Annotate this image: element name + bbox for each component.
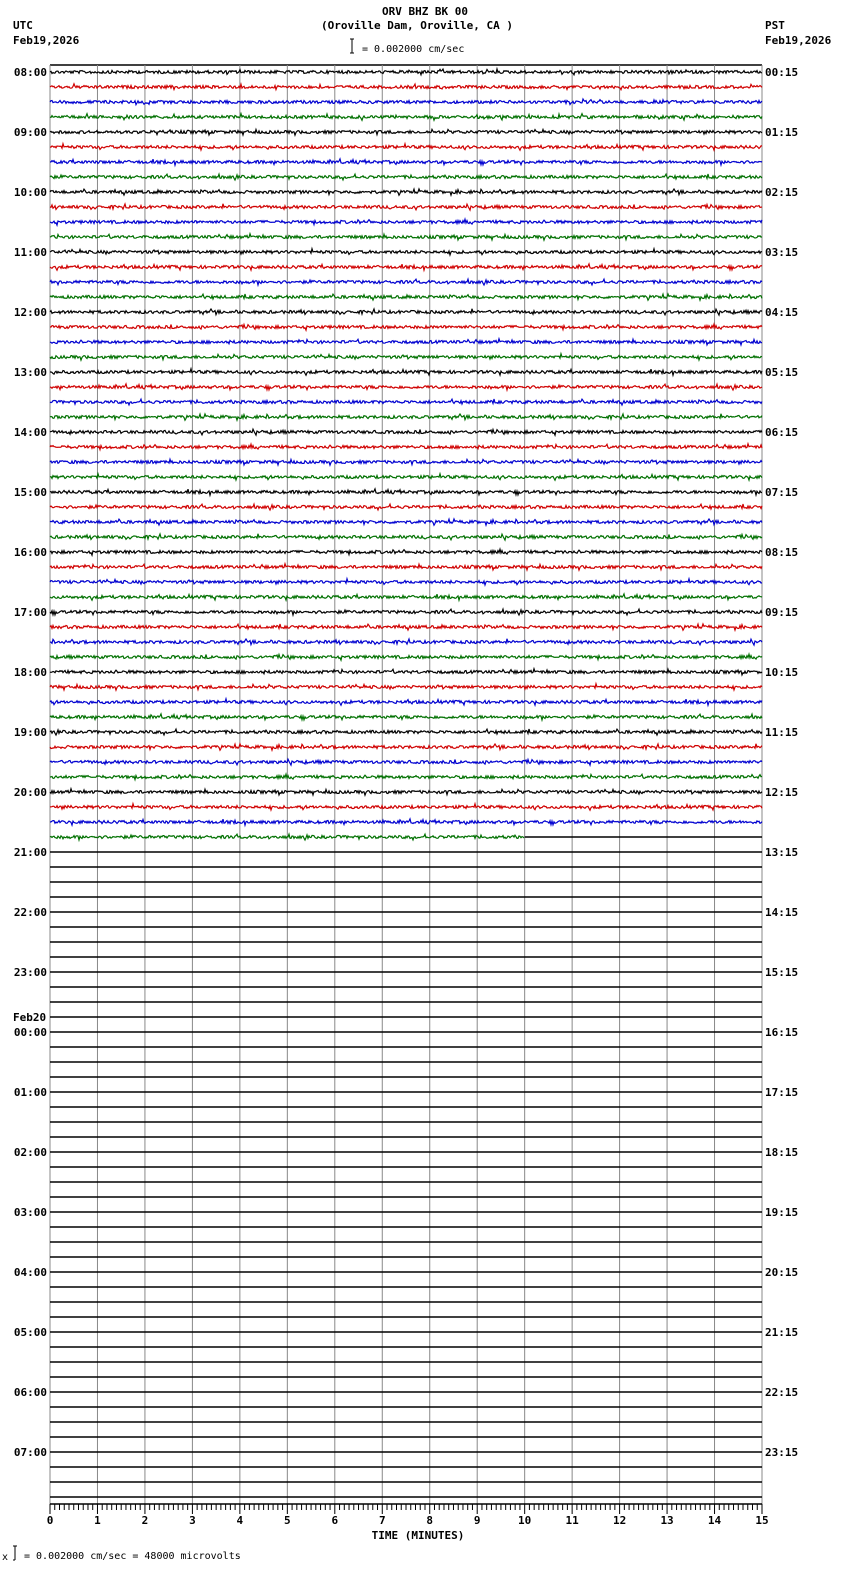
utc-hour-label: 15:00 (13, 486, 47, 499)
x-tick-label: 1 (94, 1514, 101, 1527)
seismic-trace (50, 699, 762, 705)
pst-hour-label: 09:15 (765, 606, 799, 619)
pst-hour-label: 11:15 (765, 726, 799, 739)
utc-hour-label: 04:00 (13, 1266, 47, 1279)
seismic-trace (50, 309, 762, 315)
x-tick-label: 10 (518, 1514, 532, 1527)
pst-hour-label: 14:15 (765, 906, 799, 919)
seismic-trace (50, 819, 762, 825)
x-tick-label: 0 (46, 1514, 54, 1527)
seismic-trace (50, 759, 762, 765)
seismic-trace (50, 159, 762, 165)
x-tick-label: 14 (707, 1514, 722, 1527)
pst-hour-label: 20:15 (765, 1266, 799, 1279)
pst-hour-label: 04:15 (765, 306, 799, 319)
seismic-trace (50, 189, 762, 195)
x-tick-label: 3 (189, 1514, 196, 1527)
utc-hour-label: 16:00 (13, 546, 47, 559)
seismic-trace (50, 774, 762, 779)
pst-hour-label: 13:15 (765, 846, 799, 859)
x-tick-label: 15 (755, 1514, 769, 1527)
footer-scale-note: = 0.002000 cm/sec = 48000 microvolts (24, 1551, 241, 1562)
seismic-trace (50, 369, 762, 375)
seismic-trace (50, 684, 762, 690)
seismic-trace (50, 429, 762, 435)
utc-hour-label: 17:00 (13, 606, 47, 619)
seismic-trace (50, 789, 762, 795)
utc-hour-label: 19:00 (13, 726, 47, 739)
seismic-trace (50, 489, 762, 495)
seismic-trace (50, 504, 762, 510)
utc-hour-label: 13:00 (13, 366, 47, 379)
right-timezone: PST (765, 19, 785, 32)
seismic-trace (50, 339, 762, 345)
seismic-trace (50, 384, 762, 390)
x-tick-label: 6 (331, 1514, 339, 1527)
pst-hour-label: 22:15 (765, 1386, 799, 1399)
seismic-trace (50, 294, 762, 300)
seismic-trace (50, 324, 762, 330)
seismic-trace (50, 84, 762, 90)
seismic-trace (50, 174, 762, 180)
seismic-trace (50, 144, 762, 150)
right-date: Feb19,2026 (765, 34, 832, 47)
pst-hour-label: 18:15 (765, 1146, 799, 1159)
utc-hour-label: 09:00 (13, 126, 47, 139)
pst-hour-label: 07:15 (765, 486, 799, 499)
seismic-trace (50, 69, 762, 75)
x-tick-label: 7 (378, 1514, 386, 1527)
x-tick-label: 12 (612, 1514, 627, 1527)
x-tick-label: 4 (236, 1514, 244, 1527)
seismic-trace (50, 129, 762, 135)
seismic-trace (50, 729, 762, 735)
utc-hour-label: 00:00 (13, 1026, 47, 1039)
pst-hour-label: 02:15 (765, 186, 799, 199)
footer-scale-bar-icon (13, 1546, 17, 1560)
seismic-trace (50, 564, 762, 570)
x-tick-label: 11 (565, 1514, 579, 1527)
seismic-trace (50, 669, 762, 675)
x-axis (47, 1504, 769, 1527)
pst-hour-label: 06:15 (765, 426, 799, 439)
seismic-trace (50, 744, 762, 750)
pst-hour-label: 01:15 (765, 126, 799, 139)
seismic-trace (50, 714, 762, 720)
seismic-trace (50, 459, 762, 465)
scale-bar-icon (350, 39, 354, 53)
seismic-trace (50, 279, 762, 285)
utc-hour-label: 12:00 (13, 306, 47, 319)
seismic-trace (50, 219, 762, 225)
station-location: (Oroville Dam, Oroville, CA ) (320, 19, 514, 32)
utc-hour-label: 08:00 (13, 66, 47, 79)
pst-hour-label: 10:15 (765, 666, 799, 679)
pst-hour-label: 05:15 (765, 366, 799, 379)
seismic-trace (50, 624, 762, 630)
seismic-trace (50, 594, 762, 600)
pst-hour-label: 03:15 (765, 246, 799, 259)
seismic-trace (50, 399, 762, 405)
pst-hour-label: 15:15 (765, 966, 799, 979)
date-change-label: Feb20 (13, 1011, 47, 1024)
utc-hour-label: 22:00 (13, 906, 47, 919)
utc-hour-label: 07:00 (13, 1446, 47, 1459)
pst-hour-label: 08:15 (765, 546, 799, 559)
utc-hour-label: 05:00 (13, 1326, 47, 1339)
x-tick-label: 2 (141, 1514, 149, 1527)
x-tick-label: 9 (473, 1514, 481, 1527)
seismic-trace (50, 114, 762, 121)
seismic-trace (50, 249, 762, 255)
utc-hour-label: 02:00 (13, 1146, 47, 1159)
utc-hour-label: 14:00 (13, 426, 47, 439)
seismic-trace (50, 519, 762, 525)
utc-hour-label: 11:00 (13, 246, 47, 259)
seismic-trace (50, 654, 762, 660)
utc-hour-label: 18:00 (13, 666, 47, 679)
utc-hour-label: 06:00 (13, 1386, 47, 1399)
seismic-trace (50, 549, 762, 555)
utc-hour-label: 23:00 (13, 966, 47, 979)
seismic-trace (50, 414, 762, 420)
seismic-trace (50, 444, 762, 450)
seismic-trace (50, 579, 762, 585)
utc-hour-label: 01:00 (13, 1086, 47, 1099)
utc-hour-label: 03:00 (13, 1206, 47, 1219)
seismic-trace (50, 204, 762, 210)
seismic-trace (50, 639, 762, 645)
pst-hour-label: 17:15 (765, 1086, 799, 1099)
x-tick-label: 13 (660, 1514, 674, 1527)
seismic-trace (50, 99, 762, 105)
utc-hour-label: 20:00 (13, 786, 47, 799)
seismic-trace (50, 354, 762, 360)
seismic-trace (50, 534, 762, 540)
x-tick-label: 8 (426, 1514, 434, 1527)
seismic-trace (50, 609, 762, 615)
x-tick-label: 5 (284, 1514, 291, 1527)
seismic-trace (50, 804, 762, 810)
left-timezone: UTC (13, 19, 33, 32)
pst-hour-label: 12:15 (765, 786, 799, 799)
seismic-trace (50, 234, 762, 240)
seismic-trace (50, 474, 762, 480)
utc-hour-label: 10:00 (13, 186, 47, 199)
pst-hour-label: 23:15 (765, 1446, 799, 1459)
pst-hour-label: 21:15 (765, 1326, 799, 1339)
footer-mark: x (2, 1552, 9, 1563)
pst-hour-label: 19:15 (765, 1206, 799, 1219)
pst-hour-label: 00:15 (765, 66, 799, 79)
traces (50, 69, 762, 1497)
seismic-trace (50, 264, 762, 270)
scale-label: = 0.002000 cm/sec (362, 44, 465, 55)
x-axis-title: TIME (MINUTES) (371, 1529, 465, 1542)
left-date: Feb19,2026 (13, 34, 80, 47)
pst-hour-label: 16:15 (765, 1026, 799, 1039)
station-title: ORV BHZ BK 00 (381, 5, 469, 18)
utc-hour-label: 21:00 (13, 846, 47, 859)
